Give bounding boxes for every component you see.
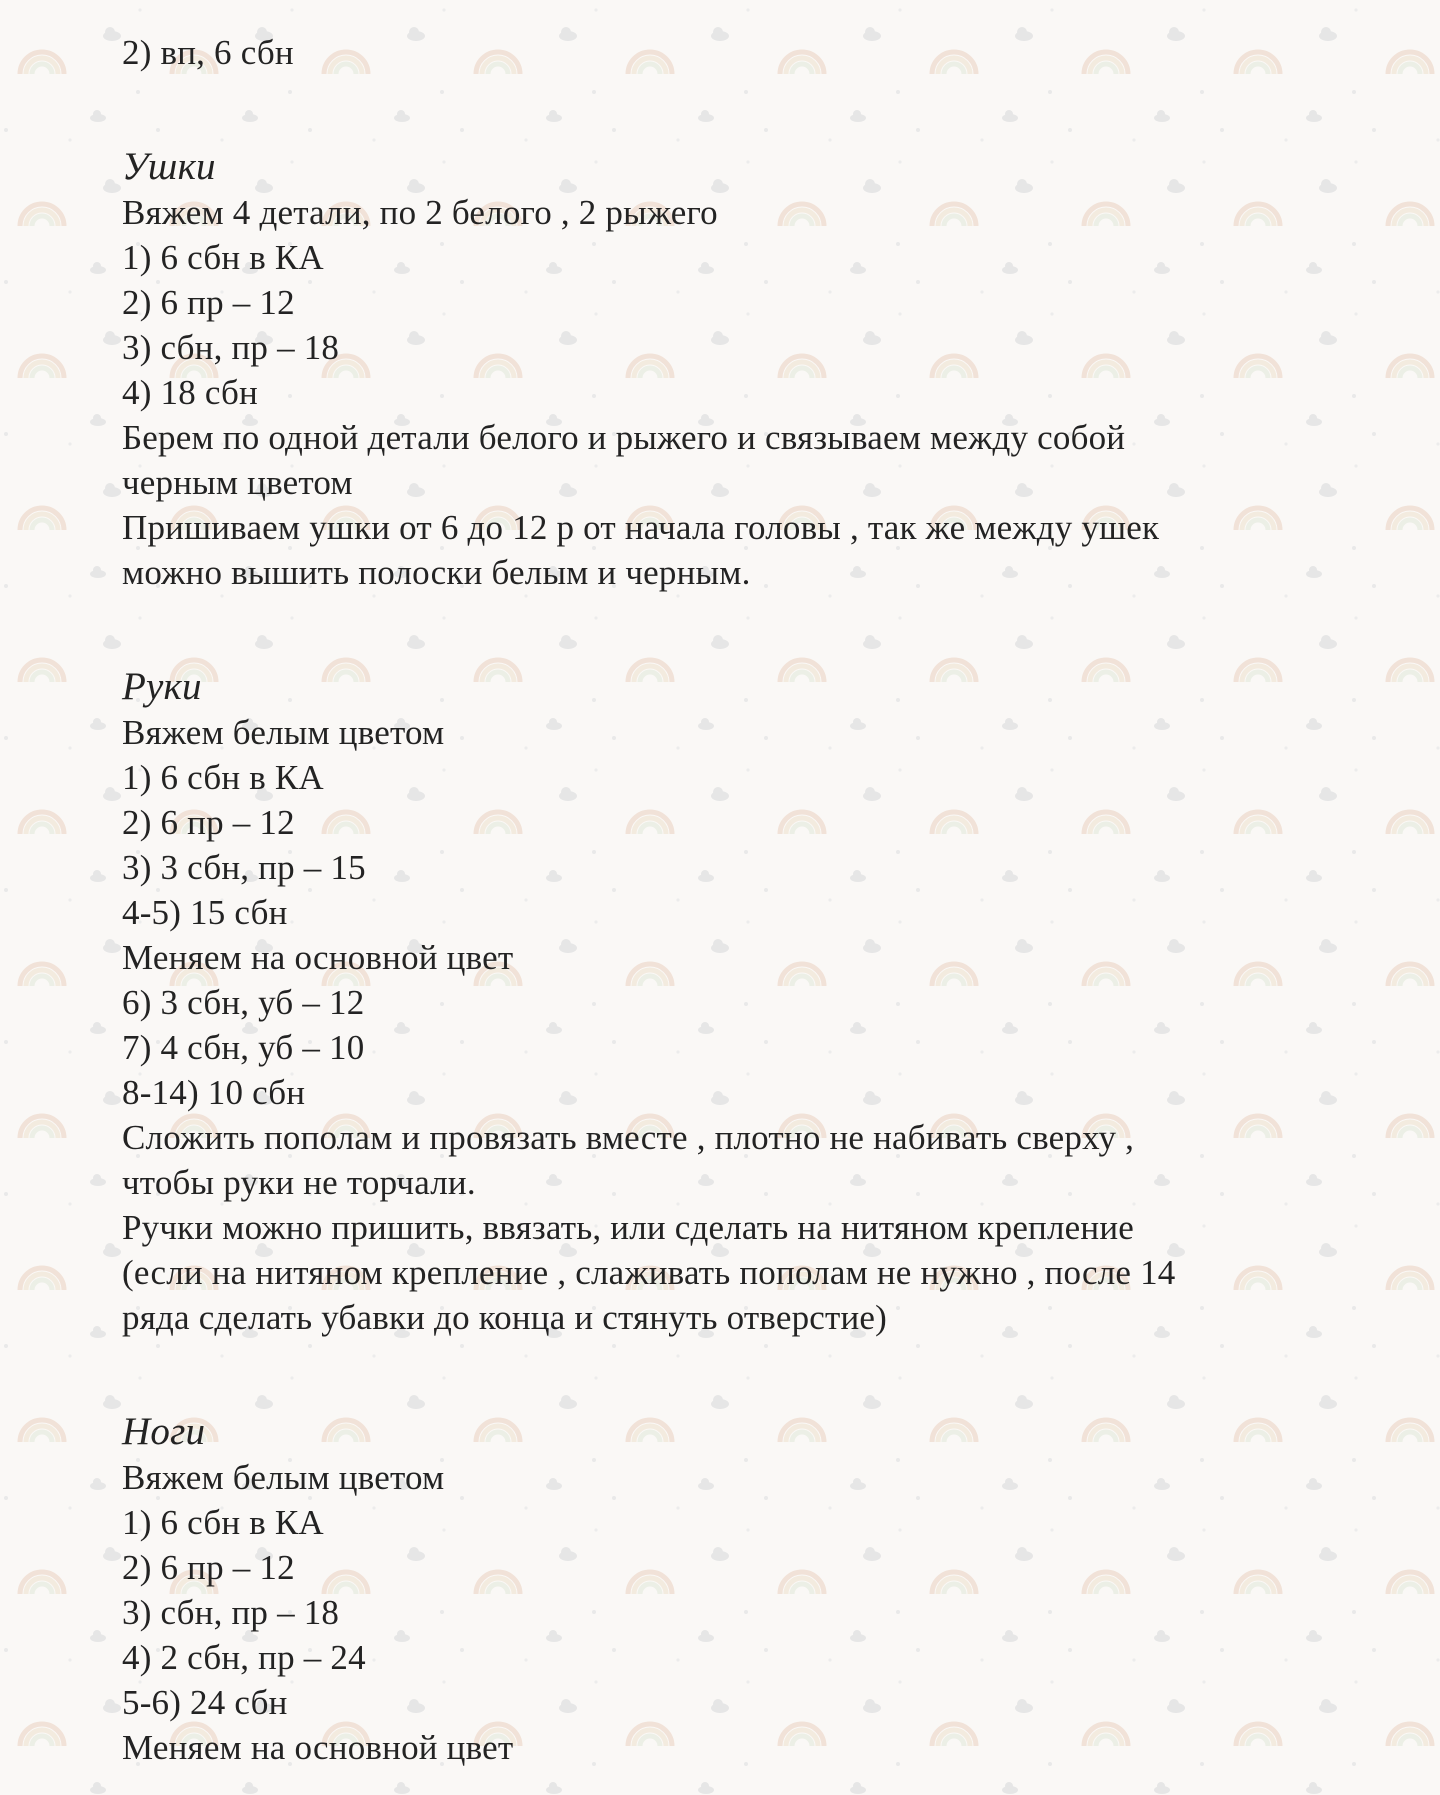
instruction-line: 4) 18 сбн	[122, 373, 258, 412]
instruction-line: (если на нитяном крепление , слаживать пополам не нужно , после 14	[122, 1253, 1176, 1292]
instruction-line: Берем по одной детали белого и рыжего и связываем между собой	[122, 418, 1126, 457]
section-legs	[122, 1408, 1342, 1770]
instruction-line: ряда сделать убавки до конца и стянуть отверстие)	[122, 1298, 888, 1337]
instruction-line: Сложить пополам и провязать вместе , плотно не набивать сверху ,	[122, 1118, 1135, 1157]
instruction-line: 3) сбн, пр – 18	[122, 328, 340, 367]
instruction-line: 6) 3 сбн, уб – 12	[122, 983, 365, 1022]
instruction-line: 4-5) 15 сбн	[122, 893, 288, 932]
instruction-line: черным цветом	[122, 463, 353, 502]
instruction-line: 2) 6 пр – 12	[122, 803, 295, 842]
document-content	[122, 30, 1342, 1770]
instruction-line: Ручки можно пришить, ввязать, или сделать на нитяном крепление	[122, 1208, 1134, 1247]
section-intro	[122, 30, 1342, 75]
instruction-line: 2) 6 пр – 12	[122, 1548, 295, 1587]
section-title-legs: Ноги	[122, 1410, 206, 1453]
instruction-line: 4) 2 сбн, пр – 24	[122, 1638, 366, 1677]
instruction-line: 1) 6 сбн в КА	[122, 238, 324, 277]
instruction-line: Вяжем белым цветом	[122, 713, 445, 752]
instruction-line: Вяжем белым цветом	[122, 1458, 445, 1497]
instruction-line: можно вышить полоски белым и черным.	[122, 553, 751, 592]
section-ears	[122, 143, 1342, 595]
instruction-line: Меняем на основной цвет	[122, 938, 514, 977]
section-arms	[122, 663, 1342, 1340]
section-title-arms: Руки	[122, 665, 202, 708]
section-title-ears: Ушки	[122, 145, 216, 188]
instruction-line: 1) 6 сбн в КА	[122, 1503, 324, 1542]
instruction-line: Меняем на основной цвет	[122, 1728, 514, 1767]
instruction-line: 7) 4 сбн, уб – 10	[122, 1028, 365, 1067]
instruction-line: чтобы руки не торчали.	[122, 1163, 476, 1202]
instruction-line: 3) 3 сбн, пр – 15	[122, 848, 366, 887]
instruction-line: 5-6) 24 сбн	[122, 1683, 288, 1722]
instruction-line: 1) 6 сбн в КА	[122, 758, 324, 797]
instruction-line: 8-14) 10 сбн	[122, 1073, 306, 1112]
instruction-line: Пришиваем ушки от 6 до 12 р от начала головы , так же между ушек	[122, 508, 1160, 547]
instruction-line: 3) сбн, пр – 18	[122, 1593, 340, 1632]
instruction-line: Вяжем 4 детали, по 2 белого , 2 рыжего	[122, 193, 718, 232]
instruction-line: 2) вп, 6 сбн	[122, 33, 294, 72]
instruction-line: 2) 6 пр – 12	[122, 283, 295, 322]
